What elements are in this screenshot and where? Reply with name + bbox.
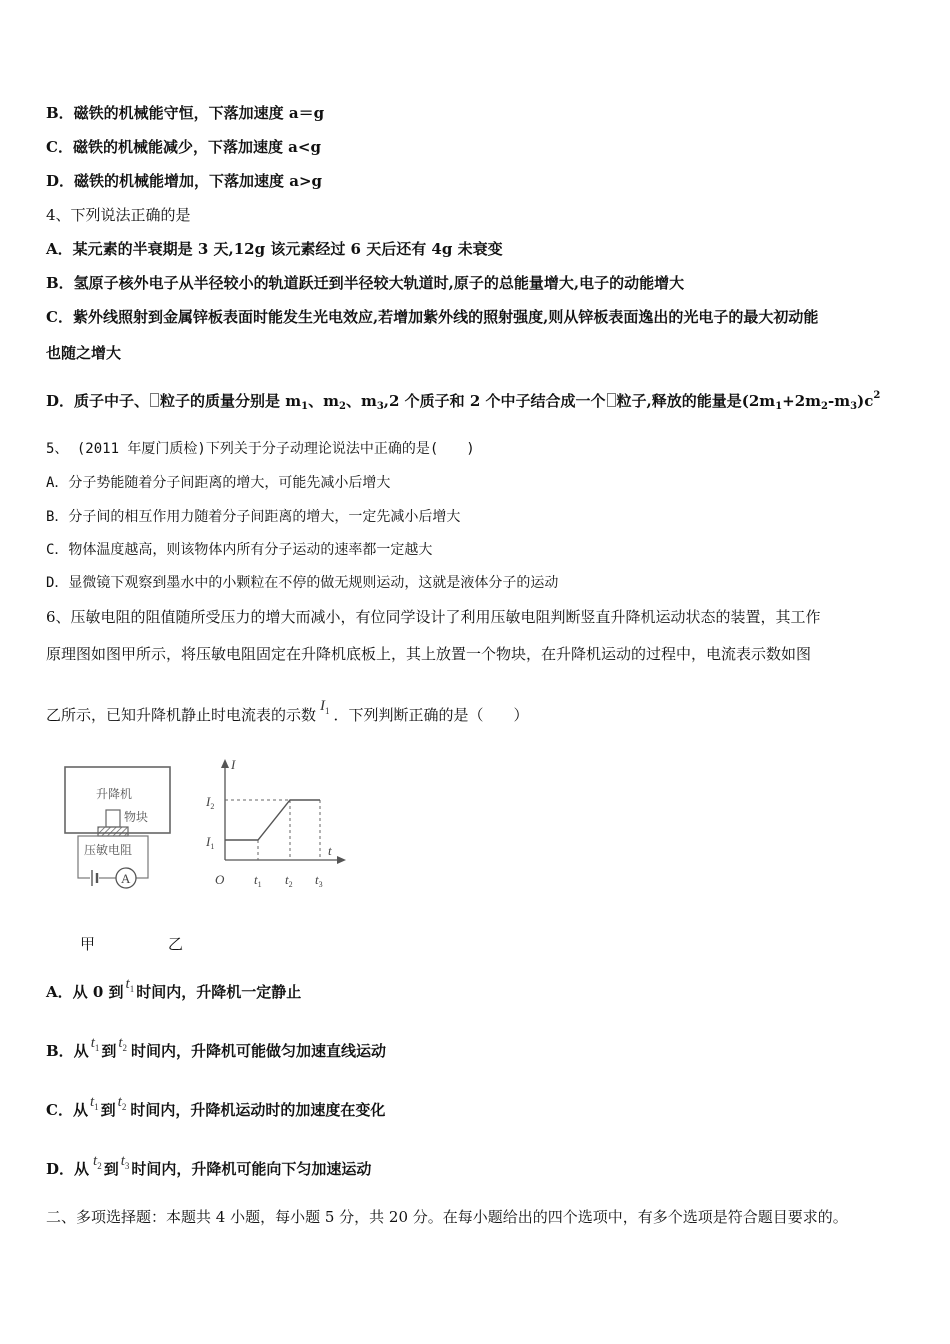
q4-stem: 4、下列说法正确的是 [46,206,191,224]
i1-symbol-letter: I [320,698,326,714]
q4-d-part2: 粒子的质量分别是 m [160,392,302,410]
t1-symbol [126,976,135,992]
q4-d-sub1: 1 [301,401,309,412]
block-label: 物块 [124,810,149,824]
t1-symbol-sub: 1 [129,984,135,994]
q4-d-sub2b: 2 [821,401,829,412]
q4-d-sub3: 3 [376,401,384,412]
t2-symbol [118,1094,127,1110]
q4-d-part4: 、m [345,392,377,410]
q6-c-text-mid: 到 [100,1101,116,1119]
elevator-label: 升降机 [96,787,133,801]
i2-letter: I [206,794,211,809]
q6-stem-line3-a: 乙所示，已知升降机静止时电流表的示数 [46,706,317,724]
q6-c-text-1: C．从 [46,1101,88,1119]
origin-label: O [215,872,225,887]
t2-letter: t [285,872,289,887]
pressure-resistor [98,827,128,836]
resistor-label: 压敏电阻 [84,843,133,857]
t2-sub: 2 [288,880,293,889]
i1-symbol-sub: 1 [325,706,330,716]
q6-a-text-1: A．从 0 到 [46,983,124,1001]
q4-d-part9: )c [857,392,874,410]
ammeter-label: A [121,871,131,886]
q6-stem-line3 [46,698,529,731]
axis-t-label: t [328,843,332,858]
figure-label-jia: 甲 [80,935,96,953]
q4-d-part3: 、m [308,392,339,410]
t2-symbol-sub: 2 [121,1102,127,1112]
q4-option-d [46,391,880,417]
t1-symbol-letter: t [89,1094,95,1110]
i1-symbol [320,698,330,714]
t1-sub: 1 [257,880,262,889]
q6-stem-line2: 原理图如图甲所示，将压敏电阻固定在升降机底板上，其上放置一个物块，在升降机运动的过程中，电流表示数如图 [46,645,812,663]
t2-symbol-letter: t [118,1035,123,1051]
t2-symbol-letter: t [93,1153,98,1169]
q3-option-c: C．磁铁的机械能减少，下落加速度 a<g [46,138,321,156]
t3-label [315,872,323,889]
q6-d-text-mid: 到 [103,1160,119,1178]
i1-letter: I [206,834,211,849]
q6-option-d [46,1153,372,1185]
i1-label [205,834,214,851]
y-axis-arrow-icon [221,759,229,768]
section2-heading: 二、多项选择题：本题共 4 小题，每小题 5 分，共 20 分。在每小题给出的四个选项中，有多个选项是符合题目要求的。 [46,1208,848,1226]
q5-option-a: A．分子势能随着分子间距离的增大，可能先减小后增大 [46,475,391,491]
q5-option-d: D．显微镜下观察到墨水中的小颗粒在不停的做无规则运动，这就是液体分子的运动 [46,575,559,591]
t2-symbol-letter: t [117,1094,122,1110]
q4-option-a: A．某元素的半衰期是 3 天,12g 该元素经过 6 天后还有 4g 未衰变 [46,240,503,258]
block-rect [106,810,120,827]
q6-b-text-2: 时间内，升降机可能做匀加速直线运动 [131,1042,387,1060]
t3-symbol-sub: 3 [124,1161,130,1171]
i2-label [205,794,214,811]
q6-option-a [46,976,302,1008]
q4-option-c-line2: 也随之增大 [46,344,122,362]
q6-d-text-2: 时间内，升降机可能向下匀加速运动 [131,1160,372,1178]
q6-a-text-2: 时间内，升降机一定静止 [136,983,302,1001]
q4-d-sup2: 2 [873,390,881,401]
t1-symbol-sub: 1 [94,1043,100,1053]
q6-stem-line1: 6、压敏电阻的阻值随所受压力的增大而减小，有位同学设计了利用压敏电阻判断竖直升降机运动状态的装置，其工作 [46,608,821,626]
q4-d-sub3b: 3 [850,401,858,412]
alpha-placeholder-icon [150,393,159,407]
i2-sub: 2 [210,802,215,811]
q5-option-c: C．物体温度越高，则该物体内所有分子运动的速率都一定越大 [46,542,433,558]
q6-b-text-1: B．从 [46,1042,89,1060]
q6-stem-line3-b: ．下列判断正确的是（ ） [333,706,529,724]
q6-c-text-2: 时间内，升降机运动时的加速度在变化 [130,1101,386,1119]
t1-label [254,872,262,889]
t3-symbol [121,1153,130,1169]
circuit-diagram [62,762,174,890]
figure-label-yi: 乙 [168,935,184,953]
q4-d-sub1b: 1 [775,401,783,412]
t3-letter: t [315,872,319,887]
t1-symbol [91,1035,100,1051]
axis-i-label: I [231,757,236,772]
t2-symbol [118,1035,127,1051]
t2-symbol-sub: 2 [97,1161,102,1171]
q6-option-c [46,1094,386,1126]
t1-symbol-letter: t [125,976,130,992]
t2-symbol-sub: 2 [122,1043,128,1053]
q5-option-b: B．分子间的相互作用力随着分子间距离的增大，一定先减小后增大 [46,509,461,525]
alpha-placeholder-icon [607,393,616,407]
q6-d-text-1: D．从 [46,1160,90,1178]
t1-letter: t [254,872,258,887]
q4-d-part5: ,2 个质子和 2 个中子结合成一个 [383,392,606,410]
q6-b-text-mid: 到 [101,1042,117,1060]
t2-symbol [93,1153,102,1169]
t2-label [285,872,293,889]
t1-symbol-letter: t [90,1035,95,1051]
current-curve [225,800,320,840]
current-time-graph [200,755,350,895]
t1-symbol [90,1094,99,1110]
q4-d-part1: D．质子中子、 [46,392,150,410]
q4-d-part7: +2m [782,392,822,410]
q4-d-part8: -m [828,392,851,410]
q4-option-c-line1: C．紫外线照射到金属锌板表面时能发生光电效应,若增加紫外线的照射强度,则从锌板表面逸出的光电子的最大初动能 [46,308,819,326]
x-axis-arrow-icon [337,856,346,864]
t3-symbol-letter: t [120,1153,125,1169]
i1-sub: 1 [210,842,215,851]
q4-d-sub2: 2 [338,401,346,412]
q4-d-part6: 粒子,释放的能量是(2m [616,392,776,410]
q3-option-d: D．磁铁的机械能增加，下落加速度 a>g [46,172,323,190]
t1-symbol-sub: 1 [94,1102,99,1112]
q6-option-b [46,1035,387,1067]
q4-option-b: B．氢原子核外电子从半径较小的轨道跃迁到半径较大轨道时,原子的总能量增大,电子的动能增大 [46,274,685,292]
t3-sub: 3 [318,880,323,889]
q5-stem: 5、 (2011 年厦门质检)下列关于分子动理论说法中正确的是( ) [46,441,475,457]
q3-option-b: B．磁铁的机械能守恒，下落加速度 a＝g [46,104,325,122]
